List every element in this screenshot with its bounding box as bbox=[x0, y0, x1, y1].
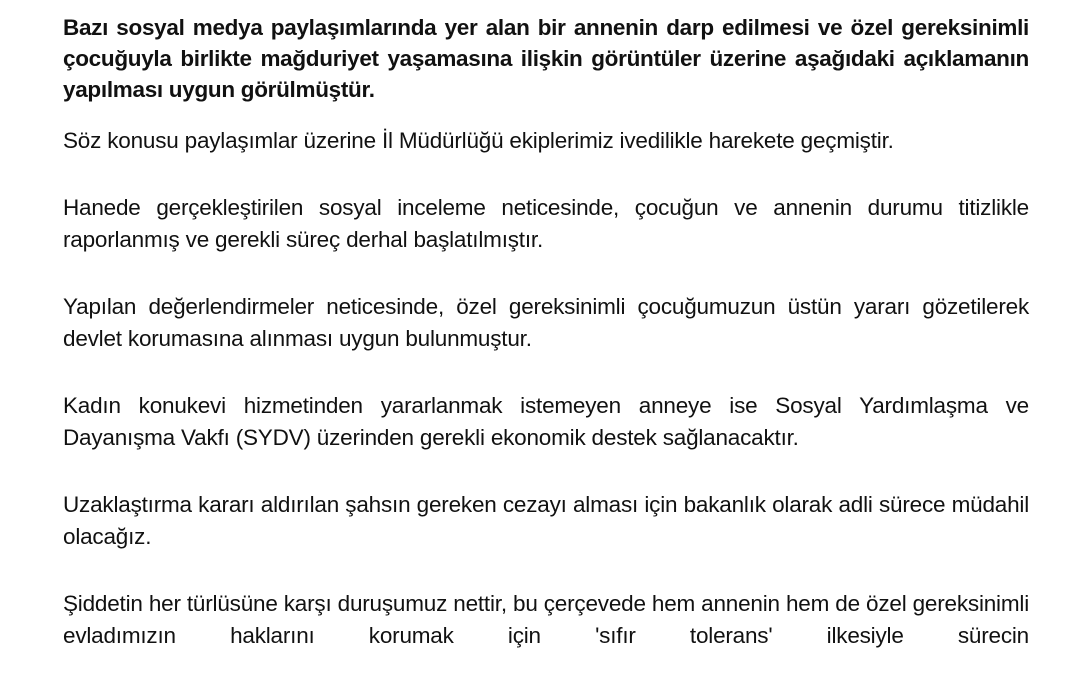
paragraph: Uzaklaştırma kararı aldırılan şahsın gereken cezayı alması için bakanlık olarak adli sürece müdahil olacağız. bbox=[63, 492, 1029, 549]
paragraph: Şiddetin her türlüsüne karşı duruşumuz nettir, bu çerçevede hem annenin hem de özel gereksinimli evladımızın haklarını korumak için 'sıfır tolerans' ilkesiyle sürecin bbox=[63, 591, 1029, 648]
paragraph: Yapılan değerlendirmeler neticesinde, özel gereksinimli çocuğumuzun üstün yararı gözetilerek devlet korumasına alınması uygun bulunmuştur. bbox=[63, 294, 1029, 351]
statement-document bbox=[63, 12, 1029, 687]
statement-lead: Bazı sosyal medya paylaşımlarında yer alan bir annenin darp edilmesi ve özel gereksinimli çocuğuyla birlikte mağduriyet yaşamasına ilişkin görüntüler üzerine aşağıdaki açıklamanın yapılması uygun görülmüştür. bbox=[63, 15, 1029, 102]
paragraph: Hanede gerçekleştirilen sosyal inceleme neticesinde, çocuğun ve annenin durumu titizlikle raporlanmış ve gerekli süreç derhal başlatılmıştır. bbox=[63, 195, 1029, 252]
paragraph: Kadın konukevi hizmetinden yararlanmak istemeyen anneye ise Sosyal Yardımlaşma ve Dayanışma Vakfı (SYDV) üzerinden gerekli ekonomik destek sağlanacaktır. bbox=[63, 393, 1029, 450]
paragraph: Söz konusu paylaşımlar üzerine İl Müdürlüğü ekiplerimiz ivedilikle harekete geçmiştir. bbox=[63, 128, 894, 153]
